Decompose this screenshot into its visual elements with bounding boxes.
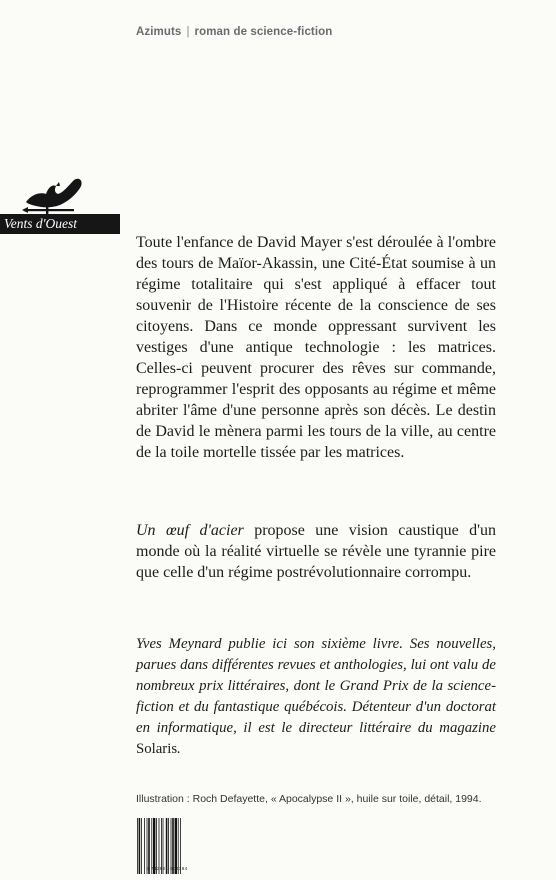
pitch-text: propose une vision caustique d'un monde où la réalité virtuelle se révèle une tyrannie pire que celle d'un régime postrévolutionnaire corrompu. [136, 522, 496, 581]
author-bio-paragraph [136, 634, 496, 760]
magazine-name: Solaris [136, 741, 178, 757]
series-name: Azimuts [136, 26, 182, 38]
book-title: Un œuf d'acier [136, 522, 244, 539]
series-genre: roman de science-fiction [194, 26, 333, 38]
author-bio-end: . [177, 741, 181, 757]
series-separator: | [186, 26, 190, 38]
publisher-logo: Vents d'Ouest [0, 214, 120, 234]
pitch-paragraph [136, 520, 496, 583]
barcode-number: 9 782921 603384 [146, 866, 188, 871]
illustration-credit: Illustration : Roch Defayette, « Apocalypse II », huile sur toile, détail, 1994. [136, 793, 482, 805]
author-bio-text: Yves Meynard publie ici son sixième livre. Ses nouvelles, parues dans différentes revues et anthologies, lui ont valu de nombreux prix littéraires, dont le Grand Prix de la science-fiction et du fantastique québécois. Détenteur d'un doctorat en informatique, il est le directeur littéraire du magazine [136, 636, 496, 736]
synopsis-paragraph: Toute l'enfance de David Mayer s'est déroulée à l'ombre des tours de Maïor-Akassin, une Cité-État soumise à un régime totalitaire qui s'est appliqué à effacer tout souvenir de l'Histoire récente de la conscience de ses citoyens. Dans ce monde oppressant survivent les vestiges d'une antique technologie : les matrices. Celles-ci peuvent procurer des rêves sur commande, reprogrammer l'esprit des opposants au régime et même abriter l'âme d'une personne après son décès. Le destin de David le mènera parmi les tours de la ville, au centre de la toile mortelle tissée par les matrices. [136, 234, 496, 461]
series-header [136, 26, 332, 38]
